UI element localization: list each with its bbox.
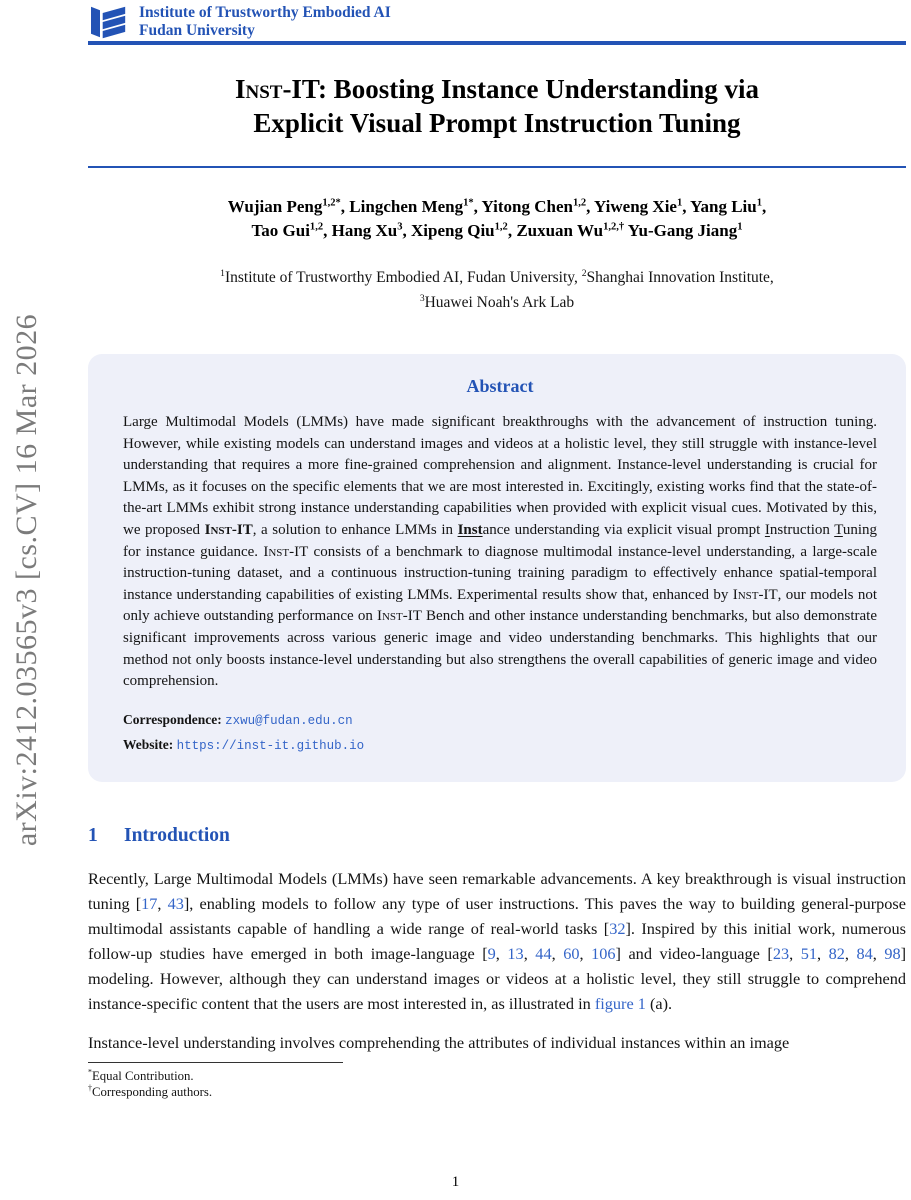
text-segment: (a). [645, 993, 673, 1013]
page-content [88, 0, 906, 1101]
affiliation-superscript: 2 [581, 267, 587, 279]
abstract-text [123, 412, 877, 693]
inline-link[interactable]: 98 [884, 943, 901, 963]
text-segment: , [579, 943, 592, 963]
footnote-corresponding-authors [88, 1084, 906, 1101]
text-segment: Inst-IT [263, 543, 309, 560]
text-segment: Inst [234, 74, 283, 104]
intro-paragraph-2: Instance-level understanding involves comprehending the attributes of individual instances within an image [88, 1032, 790, 1052]
text-segment: , [844, 943, 857, 963]
inline-link[interactable]: 51 [800, 943, 817, 963]
author-superscript: 1 [737, 221, 743, 233]
title-rule [88, 166, 906, 168]
inline-link[interactable]: 43 [167, 893, 184, 913]
org-name-line1: Institute of Trustworthy Embodied AI [139, 3, 391, 21]
inline-link[interactable]: figure 1 [594, 993, 646, 1013]
section-title: Introduction [124, 824, 230, 846]
text-segment: , [157, 893, 168, 913]
text-segment: nstruction [769, 521, 835, 538]
text-segment: Large Multimodal Models (LMMs) have made significant breakthroughs with the advancement of instruction tuning. However, while existing models can understand images and videos at a holistic level, they still struggle with instance-level understanding that requires a more fine-grained comprehension and alignment. Instance-level understanding is crucial for LMMs, as it focuses on the specific elements that we are most interested in. Excitingly, existing works find that the state-of-the-art LMMs exhibit strong instance understanding capabilities when provided with explicit visual cues. Motivated by this, we proposed [123, 414, 877, 538]
text-segment: , [872, 943, 885, 963]
text-segment: T [834, 521, 843, 538]
section-number: 1 [88, 824, 98, 846]
inline-link[interactable]: 32 [609, 918, 626, 938]
header-rule [88, 41, 906, 45]
text-segment: ] modeling. However, although they can understand images or videos at a holistic level, they still struggle to comprehend instance-specific content that the users are most interested in, as illustrated in [88, 943, 907, 1013]
intro-paragraph-1 [88, 866, 906, 1016]
text-segment: Inst-IT [732, 586, 778, 603]
author-line-1: Wujian Peng$^{1,2*}$, Lingchen Meng$^{1*}$, Yitong Chen$^{1,2}$, Yiweng Xie$^1$, Yang Liu$^1$, [227, 197, 767, 216]
org-name-line2: Fudan University [139, 21, 255, 39]
inline-link[interactable]: 106 [591, 943, 616, 963]
author-superscript: 1,2 [309, 221, 324, 233]
org-name [139, 4, 391, 40]
contact-block [123, 708, 877, 758]
author-block [88, 195, 906, 243]
text-segment: , [551, 943, 564, 963]
abstract-heading: Abstract [466, 376, 534, 396]
author-superscript: 3 [397, 221, 403, 233]
section-heading-introduction [88, 825, 906, 847]
text-segment: , [789, 943, 801, 963]
text-segment: Inst [457, 521, 483, 538]
footnote-text: Equal Contribution. [91, 1068, 194, 1083]
text-segment: ] and video-language [ [615, 943, 773, 963]
inline-link[interactable]: 13 [507, 943, 524, 963]
correspondence-row [123, 708, 877, 733]
inline-link[interactable]: 9 [487, 943, 496, 963]
inline-link[interactable]: 17 [141, 893, 158, 913]
fudan-itea-logo-icon [88, 4, 130, 40]
footnote-area [88, 1062, 906, 1101]
arxiv-watermark: arXiv:2412.03565v3 [cs.CV] 16 Mar 2026 [10, 313, 43, 847]
footnote-equal-contribution [88, 1068, 906, 1085]
text-segment: , [523, 943, 536, 963]
paper-title-line1 [88, 72, 906, 106]
inline-link[interactable]: 82 [828, 943, 845, 963]
text-segment: Inst-IT [204, 521, 253, 538]
website-label: Website: [123, 736, 174, 752]
text-segment: I [764, 521, 770, 538]
author-line-2: Tao Gui$^{1,2}$, Hang Xu$^3$, Xipeng Qiu$^{1,2}$, Zuxuan $Wu^{1,2,\dagger}$ Yu-Gang Jiang$^1$ [251, 221, 743, 240]
inline-link[interactable]: 84 [856, 943, 873, 963]
correspondence-email-link[interactable]: zxwu@fudan.edu.cn [225, 713, 353, 728]
text-segment: , [495, 943, 508, 963]
footnote-rule [88, 1062, 343, 1063]
author-superscript: 1,2,† [603, 221, 625, 233]
affiliation-superscript: 3 [419, 292, 425, 304]
footnote-marker-asterisk: * [88, 1067, 92, 1077]
paper-title-line2: Explicit Visual Prompt Instruction Tuning [253, 108, 741, 138]
text-segment: uning for instance guidance. [123, 521, 878, 560]
website-row [123, 733, 877, 758]
text-segment: , a solution to enhance LMMs in [252, 521, 458, 538]
author-superscript: 1,2 [494, 221, 508, 233]
inline-link[interactable]: 44 [535, 943, 552, 963]
text-segment: Bench and other instance understanding benchmarks, but also demonstrate significant improvements across various generic image and video understanding benchmarks. This highlights that our method not only boosts instance-level understanding but also strengthens the overall capabilities of generic image and video comprehension. [123, 608, 877, 690]
text-segment: Recently, Large Multimodal Models (LMMs) have seen remarkable advancements. A key breakthrough is visual instruction tuning [ [88, 868, 906, 913]
affiliation-block [88, 265, 906, 315]
inline-link[interactable]: 60 [563, 943, 580, 963]
affiliation-line-1: $^1$Institute of Trustworthy Embodied AI, Fudan University, $^2$Shanghai Innovation Institute, [220, 267, 774, 286]
author-superscript: 1,2* [322, 197, 341, 209]
abstract-box [88, 354, 906, 782]
author-superscript: 1 [676, 197, 683, 209]
text-segment: ]. Inspired by this initial work, numerous follow-up studies have emerged in both image-language [ [88, 918, 907, 963]
text-segment: , our models not only achieve outstanding performance on [123, 586, 878, 625]
page-number: 1 [451, 1174, 460, 1190]
org-header [88, 0, 906, 40]
text-segment: -IT: Boosting Instance Understanding via [282, 74, 760, 104]
footnote-text: Corresponding authors. [91, 1085, 213, 1100]
website-url-link[interactable]: https://inst-it.github.io [176, 738, 365, 753]
text-segment: ], enabling models to follow any type of user instructions. This paves the way to building general-purpose multimodal assistants capable of handling a wide range of real-world tasks [ [88, 893, 906, 938]
author-superscript: 1,2 [572, 197, 587, 209]
text-segment: consists of a benchmark to diagnose multimodal instance-level understanding, a large-scale instruction-tuning dataset, and a continuous instruction-tuning training paradigm to effectively enhance spatial-temporal instance understanding capabilities of existing LMMs. Experimental results show that, enhanced by [123, 543, 877, 603]
inline-link[interactable]: 23 [772, 943, 790, 963]
paper-title [88, 72, 906, 140]
affiliation-line-2: $^3$Huawei Noah's Ark Lab [419, 292, 575, 311]
footnote-marker-dagger: † [88, 1083, 92, 1093]
text-segment: Inst-IT [376, 608, 422, 625]
text-segment: , [816, 943, 829, 963]
text-segment: ance understanding via explicit visual prompt [482, 521, 765, 538]
affiliation-superscript: 1 [220, 267, 225, 279]
author-superscript: 1 [756, 197, 763, 209]
correspondence-label: Correspondence: [123, 711, 222, 727]
author-superscript: 1* [463, 197, 474, 209]
